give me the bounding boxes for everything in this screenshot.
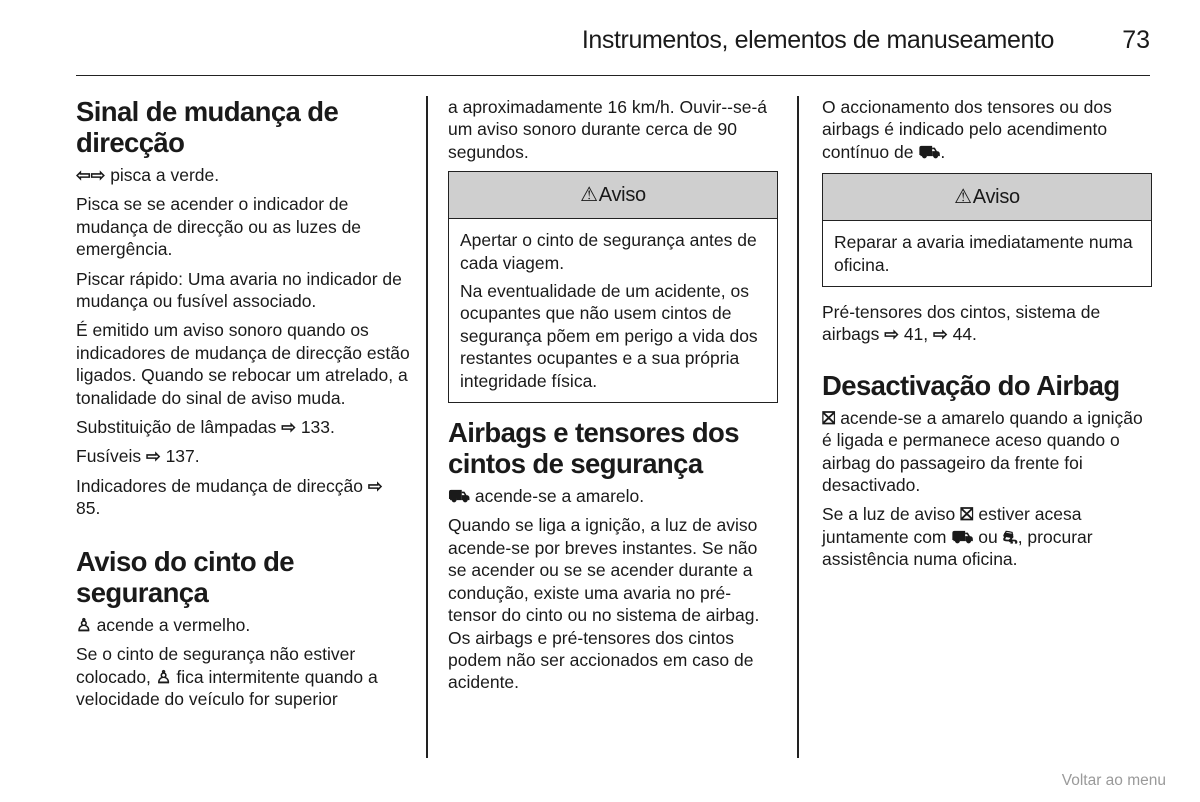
- warning-header: ⚠ Aviso: [823, 174, 1151, 221]
- paragraph: ⛟ acende-se a amarelo.: [448, 486, 645, 507]
- back-to-menu-link[interactable]: Voltar ao menu: [1061, 772, 1166, 789]
- airbag-off-icon: ⛝: [822, 407, 836, 428]
- reference-arrow-icon: ⇨: [367, 475, 383, 496]
- paragraph: ⛝ acende-se a amarelo quando a ignição é ligada e permanece aceso quando o airbag do passageiro da frente foi desactivado.: [822, 407, 1143, 496]
- paragraph: Piscar rápido: Uma avaria no indicador de mudança ou fusível associado.: [76, 268, 402, 312]
- warning-body: [823, 221, 1151, 286]
- column-1: [76, 96, 410, 717]
- column-3: [822, 96, 1152, 578]
- paragraph: Se o cinto de segurança não estiver colocado, ♙ fica intermitente quando a velocidade do veículo for superior: [76, 644, 378, 709]
- page-reference-link[interactable]: 133.: [300, 417, 335, 438]
- paragraph: Quando se liga a ignição, a luz de aviso acende-se por breves instantes. Se não se acender ou se se acender durante a condução, existe uma avaria no pré-tensor do cinto ou no sistema de airbag. Os airbags e pré-tensores dos cintos podem não ser accionados em caso de acidente.: [448, 515, 760, 693]
- paragraph: Pisca se se acender o indicador de mudança de direcção ou as luzes de emergência.: [76, 194, 362, 260]
- page-number: 73: [1122, 26, 1150, 54]
- warning-triangle-icon: ⚠: [580, 184, 598, 207]
- page-reference-link[interactable]: 44.: [952, 324, 977, 345]
- airbag-icon: ⛟: [918, 141, 941, 162]
- section-heading: Desactivação do Airbag: [822, 369, 1120, 401]
- page-header: [76, 22, 1150, 76]
- airbag-icon: ⛟: [448, 486, 471, 507]
- airbag-icon: ⛟: [951, 526, 974, 547]
- turn-signal-icon: ⇦⇨: [76, 165, 106, 185]
- paragraph: a aproximadamente 16 km/h. Ouvir--se-á um aviso sonoro durante cerca de 90 segundos.: [448, 97, 768, 162]
- reference-arrow-icon: ⇨: [933, 324, 948, 345]
- paragraph: ♙ acende a vermelho.: [76, 614, 251, 635]
- paragraph: Fusíveis ⇨ 137.: [76, 446, 200, 467]
- warning-body: [449, 219, 777, 402]
- page-reference-link[interactable]: 85.: [76, 498, 101, 519]
- section-heading: Sinal de mudança de direcção: [76, 96, 339, 158]
- paragraph: Substituição de lâmpadas ⇨ 133.: [76, 417, 335, 438]
- column-2: [448, 96, 778, 701]
- page-reference-link[interactable]: 137.: [165, 446, 200, 467]
- paragraph: ⇦⇨ pisca a verde.: [76, 165, 220, 185]
- column-divider: [797, 96, 799, 758]
- warning-triangle-icon: ⚠: [954, 186, 972, 209]
- airbag-off-icon: ⛝: [960, 504, 974, 525]
- paragraph: O accionamento dos tensores ou dos airbags é indicado pelo acendimento contínuo de ⛟.: [822, 97, 1112, 162]
- reference-arrow-icon: ⇨: [146, 446, 161, 467]
- paragraph: Indicadores de mudança de direcção ⇨ 85.: [76, 475, 383, 519]
- warning-header: ⚠ Aviso: [449, 172, 777, 219]
- warning-text: Apertar o cinto de segurança antes de cada viagem.: [460, 230, 757, 273]
- seatbelt-icon: ♙: [76, 614, 92, 635]
- section-heading: Airbags e tensores dos cintos de segurança: [448, 417, 739, 480]
- warning-box: [448, 171, 778, 403]
- warning-text: Reparar a avaria imediatamente numa oficina.: [834, 232, 1133, 275]
- paragraph: Se a luz de aviso ⛝ estiver acesa juntamente com ⛟ ou ⛐, procurar assistência numa oficina.: [822, 504, 1093, 570]
- section-heading: Aviso do cinto de segurança: [76, 545, 294, 608]
- paragraph: É emitido um aviso sonoro quando os indicadores de mudança de direcção estão ligados. Quando se rebocar um atrelado, a tonalidade do sinal de aviso muda.: [76, 320, 410, 408]
- paragraph: Pré-tensores dos cintos, sistema de airbags ⇨ 41, ⇨ 44.: [822, 302, 1101, 345]
- warning-text: Na eventualidade de um acidente, os ocupantes que não usem cintos de segurança põem em perigo a vida dos restantes ocupantes e a sua própria integridade física.: [460, 281, 758, 391]
- warning-box: [822, 173, 1152, 287]
- column-divider: [426, 96, 428, 758]
- page-reference-link[interactable]: 41,: [903, 324, 934, 345]
- seatbelt-icon: ♙: [155, 666, 172, 687]
- page-title: Instrumentos, elementos de manuseamento: [581, 26, 1054, 54]
- airbag-seat-icon: ⛐: [1002, 526, 1018, 547]
- reference-arrow-icon: ⇨: [884, 324, 899, 345]
- reference-arrow-icon: ⇨: [281, 417, 296, 438]
